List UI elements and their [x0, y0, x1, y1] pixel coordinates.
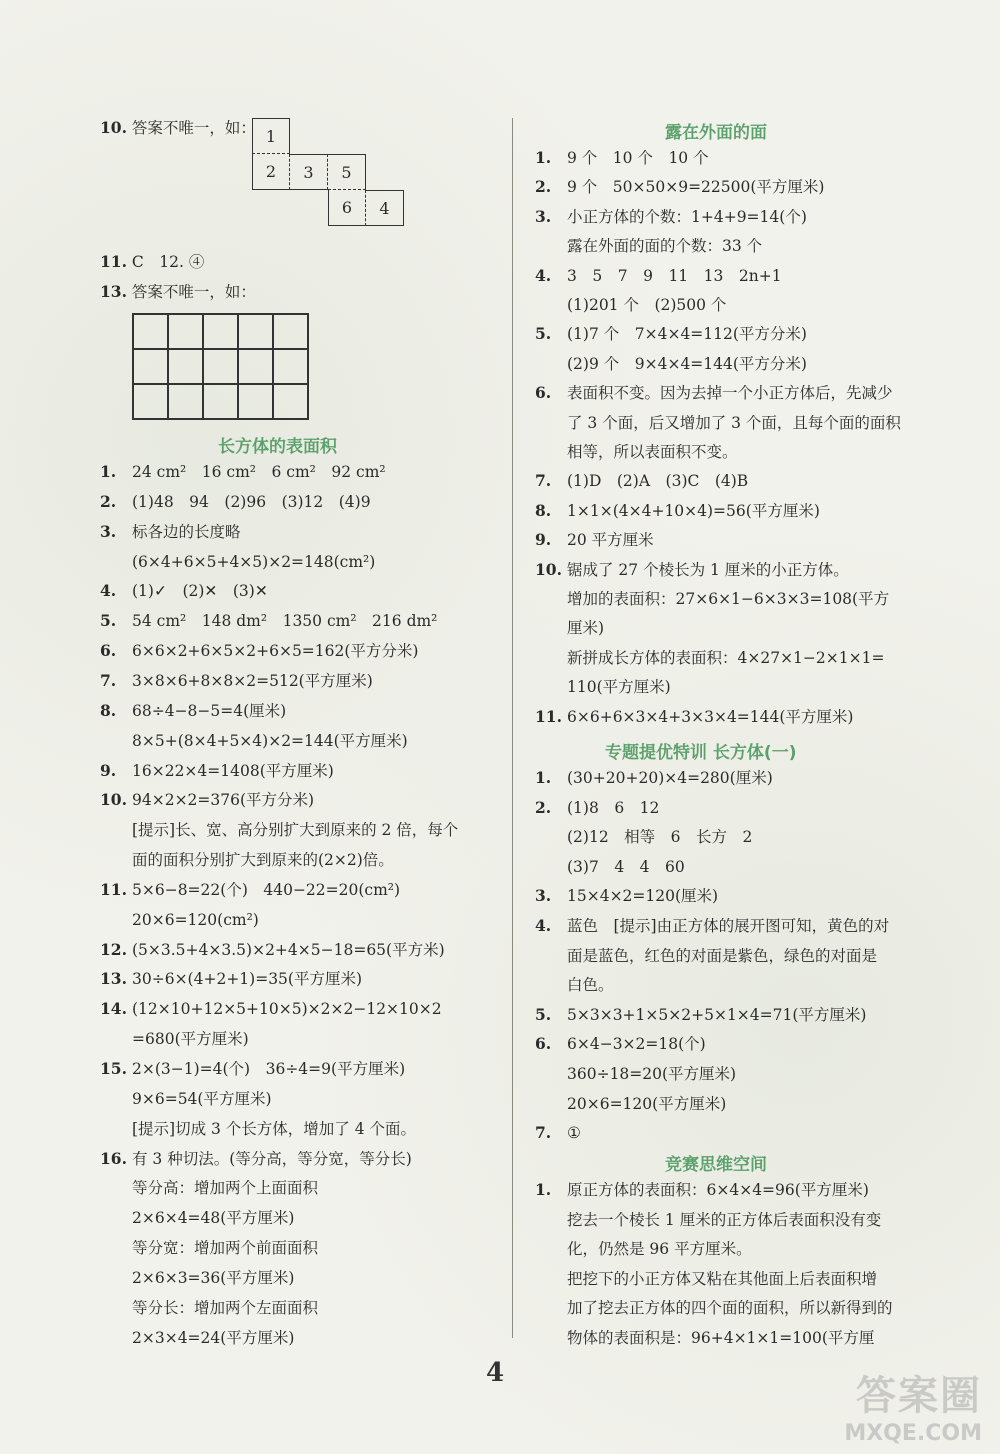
answer-text: 标各边的长度略: [132, 522, 241, 541]
answer-text: 等分宽：增加两个前面面积: [132, 1239, 319, 1258]
answer-text: 物体的表面积是：96+4×1×1=100(平方厘: [567, 1329, 875, 1347]
answer-text: 3 5 7 9 11 13 2n+1: [567, 266, 782, 285]
answer-text: 20×6=120(平方厘米): [567, 1094, 727, 1113]
answer-text: 白色。: [567, 976, 614, 995]
question-number: 7.: [535, 471, 552, 491]
answer-row: [535, 177, 824, 197]
answer-text: (1)8 6 12: [567, 798, 660, 817]
answer-text: 了 3 个面，后又增加了 3 个面，且每个面的面积: [567, 413, 901, 432]
net-cell: 1: [252, 118, 290, 154]
question-number: 9.: [100, 760, 117, 780]
answer-row: [535, 1210, 881, 1230]
answer-text: 6×6×2+6×5×2+6×5=162(平方分米): [132, 642, 419, 661]
question-number: 2.: [535, 797, 552, 817]
question-number: 8.: [535, 500, 552, 520]
answer-row: [535, 324, 807, 344]
question-number: 3.: [535, 886, 552, 906]
answer-text: (2)9 个 9×4×4=144(平方分米): [567, 354, 807, 373]
answer-row: [535, 768, 773, 788]
question-number: 4.: [535, 265, 552, 285]
watermark-text: 答案圈: [856, 1373, 982, 1419]
question-number: 6.: [535, 1034, 552, 1054]
answer-row: [535, 442, 738, 462]
net-cell: 5: [328, 154, 366, 190]
answer-row: [535, 471, 748, 491]
answer-text: (2)12 相等 6 长方 2: [567, 828, 753, 847]
answer-row: [535, 946, 877, 966]
answer-text: 2×6×3=36(平方厘米): [132, 1268, 295, 1287]
answer-text: 5×3×3+1×5×2+5×1×4=71(平方厘米): [567, 1005, 867, 1024]
watermark-url: MXQE.COM: [844, 1421, 982, 1446]
answer-row: [535, 798, 659, 818]
answer-row: [100, 1268, 294, 1288]
answer-text: (12×10+12×5+10×5)×2×2−12×10×2: [132, 1000, 442, 1019]
answer-row: [535, 1005, 866, 1025]
answer-row: [535, 827, 752, 847]
section-heading: 专题提优特训 长方体(一): [605, 743, 797, 763]
answer-text: 增加的表面积：27×6×1−6×3×3=108(平方: [567, 590, 890, 608]
answer-text: 110(平方厘米): [567, 678, 671, 697]
answer-row: [100, 1178, 318, 1198]
question-number: 3.: [535, 206, 552, 226]
answer-row: [535, 1269, 877, 1289]
answer-row: [100, 552, 375, 572]
answer-row: [100, 462, 386, 482]
answer-row: [535, 1298, 893, 1318]
answer-row: [535, 916, 889, 936]
question-number: 1.: [535, 1180, 552, 1199]
answer-row: [535, 886, 718, 906]
question-number: 11.: [100, 252, 127, 271]
answer-text: 9×6=54(平方厘米): [132, 1089, 272, 1108]
answer-row: [535, 295, 726, 315]
answer-text: 20×6=120(cm²): [132, 910, 259, 929]
answer-row: [100, 1149, 412, 1169]
answer-text: =680(平方厘米): [132, 1030, 249, 1049]
question-number: 2.: [100, 491, 117, 511]
question-number: 5.: [535, 1004, 552, 1024]
question-number: 13.: [100, 969, 127, 989]
grid-figure: [132, 313, 309, 420]
answer-row: [535, 975, 614, 995]
answer-text: [提示]切成 3 个长方体，增加了 4 个面。: [132, 1119, 417, 1138]
answer-text: 锯成了 27 个棱长为 1 厘米的小正方体。: [567, 560, 849, 579]
answer-text: 360÷18=20(平方厘米): [567, 1065, 737, 1083]
answer-text: 答案不唯一，如：: [131, 119, 256, 137]
answer-text: 9 个 50×50×9=22500(平方厘米): [567, 178, 825, 197]
answer-row: [100, 761, 334, 781]
answer-row: [535, 1123, 581, 1143]
answer-text: (1)201 个 (2)500 个: [567, 296, 727, 314]
answer-text: 6×4−3×2=18(个): [567, 1035, 706, 1054]
answer-text: ①: [567, 1124, 581, 1143]
column-divider: [512, 118, 513, 1338]
watermark-logo: [752, 1364, 982, 1448]
answer-row: [535, 383, 893, 403]
question-number: 8.: [100, 700, 117, 720]
answer-text: 等分长：增加两个左面面积: [132, 1298, 319, 1317]
answer-text: 化，仍然是 96 平方厘米。: [567, 1240, 752, 1259]
question-number: 3.: [100, 521, 117, 541]
answer-row: [100, 581, 268, 601]
answer-row: [535, 648, 884, 668]
answer-text: [提示]长、宽、高分别扩大到原来的 2 倍，每个: [132, 821, 459, 840]
answer-row: [100, 1328, 294, 1348]
question-number: 2.: [535, 177, 552, 197]
answer-row: [100, 701, 286, 721]
answer-row: [100, 1059, 405, 1079]
answer-11-12-row: [100, 252, 204, 272]
answer-text: 加了挖去正方体的四个面的面积，所以新得到的: [567, 1299, 893, 1318]
answer-text: 68÷4−8−5=4(厘米): [132, 701, 287, 720]
question-number: 9.: [535, 530, 552, 550]
answer-text: C 12. ④: [131, 253, 205, 271]
answer-row: [100, 820, 458, 840]
answer-text: 8×5+(8×4+5×4)×2=144(平方厘米): [132, 731, 408, 750]
answer-row: [100, 969, 362, 989]
question-number: 13.: [100, 282, 127, 301]
answer-text: 等分高：增加两个上面面积: [132, 1179, 319, 1198]
answer-row: [100, 1029, 249, 1049]
answer-text: 厘米): [567, 619, 605, 638]
answer-text: (5×3.5+4×3.5)×2+4×5−18=65(平方米): [132, 940, 445, 959]
answer-row: [100, 522, 241, 542]
answer-10-row: [100, 118, 256, 138]
answer-text: 原正方体的表面积：6×4×4=96(平方厘米): [567, 1181, 869, 1199]
answer-row: [535, 1328, 874, 1348]
answer-row: [100, 880, 400, 900]
answer-text: 2×3×4=24(平方厘米): [132, 1328, 295, 1347]
answer-row: [535, 707, 853, 727]
answer-text: 答案不唯一，如：: [131, 283, 256, 301]
answer-row: [535, 207, 807, 227]
section-heading: 竞赛思维空间: [665, 1155, 767, 1175]
answer-text: (1)✓ (2)✕ (3)✕: [132, 582, 268, 601]
answer-row: [100, 999, 442, 1019]
answer-text: 挖去一个棱长 1 厘米的正方体后表面积没有变: [567, 1210, 882, 1229]
answer-row: [535, 1034, 706, 1054]
net-cell: 3: [290, 154, 328, 190]
net-cell: 4: [366, 190, 404, 226]
answer-text: 把挖下的小正方体又粘在其他面上后表面积增: [567, 1269, 878, 1288]
answer-row: [535, 1180, 869, 1200]
answer-text: 6×6+6×3×4+3×3×4=144(平方厘米): [567, 707, 854, 726]
answer-text: 相等，所以表面积不变。: [567, 443, 738, 461]
answer-row: [535, 413, 901, 433]
answer-text: 新拼成长方体的表面积：4×27×1−2×1×1=: [567, 648, 885, 667]
answer-row: [535, 1064, 736, 1084]
answer-text: 3×8×6+8×8×2=512(平方厘米): [132, 671, 373, 690]
question-number: 7.: [535, 1123, 552, 1143]
answer-text: 面的面积分别扩大到原来的(2×2)倍。: [132, 851, 394, 870]
answer-text: 表面积不变。因为去掉一个小正方体后，先减少: [567, 384, 893, 403]
question-number: 6.: [100, 641, 117, 661]
answer-row: [535, 1094, 726, 1114]
question-number: 12.: [100, 939, 127, 959]
answer-row: [535, 618, 604, 638]
question-number: 4.: [535, 916, 552, 935]
answer-text: (6×4+6×5+4×5)×2=148(cm²): [132, 552, 376, 571]
answer-row: [535, 677, 671, 697]
question-number: 11.: [535, 706, 562, 726]
answer-row: [100, 1298, 318, 1318]
answer-row: [100, 1119, 416, 1139]
question-number: 14.: [100, 999, 127, 1019]
answer-text: (3)7 4 4 60: [567, 857, 685, 876]
answer-row: [535, 1239, 752, 1259]
question-number: 11.: [100, 879, 127, 899]
answer-text: 2×6×4=48(平方厘米): [132, 1209, 295, 1228]
answer-text: 20 平方厘米: [567, 531, 654, 550]
question-number: 1.: [535, 768, 552, 787]
section-heading: 长方体的表面积: [218, 437, 337, 457]
answer-row: [535, 857, 685, 877]
answer-text: 54 cm² 148 dm² 1350 cm² 216 dm²: [132, 612, 438, 631]
question-number: 5.: [535, 324, 552, 344]
answer-text: 9 个 10 个 10 个: [567, 149, 709, 167]
answer-row: [100, 790, 314, 810]
answer-text: 蓝色 [提示]由正方体的展开图可知，黄色的对: [567, 917, 890, 935]
net-cell: 2: [252, 154, 290, 190]
question-number: 16.: [100, 1148, 127, 1168]
answer-row: [535, 589, 889, 609]
answer-row: [100, 1238, 318, 1258]
answer-row: [100, 611, 437, 631]
answer-text: (30+20+20)×4=280(厘米): [567, 769, 773, 787]
answer-13-row: [100, 282, 256, 302]
answer-text: 24 cm² 16 cm² 6 cm² 92 cm²: [132, 463, 386, 481]
question-number: 5.: [100, 611, 117, 631]
question-number: 4.: [100, 581, 117, 601]
answer-row: [100, 1089, 272, 1109]
answer-text: 2×(3−1)=4(个) 36÷4=9(平方厘米): [132, 1060, 406, 1078]
question-number: 15.: [100, 1059, 127, 1078]
answer-text: 94×2×2=376(平方分米): [132, 791, 315, 810]
answer-text: (1)7 个 7×4×4=112(平方分米): [567, 325, 807, 344]
section-heading: 露在外面的面: [665, 123, 767, 143]
answer-row: [535, 530, 654, 550]
page-number: 4: [486, 1358, 505, 1388]
answer-text: 小正方体的个数：1+4+9=14(个): [567, 207, 807, 226]
answer-row: [100, 641, 418, 661]
answer-text: 16×22×4=1408(平方厘米): [132, 761, 334, 780]
answer-row: [100, 671, 373, 691]
answer-text: 面是蓝色，红色的对面是紫色，绿色的对面是: [567, 946, 878, 965]
question-number: 1.: [535, 148, 552, 167]
answer-row: [535, 236, 762, 256]
answer-row: [100, 910, 259, 930]
answer-text: 露在外面的面的个数：33 个: [567, 237, 763, 256]
answer-row: [535, 148, 709, 168]
answer-row: [535, 354, 807, 374]
answer-text: 30÷6×(4+2+1)=35(平方厘米): [132, 970, 363, 989]
answer-row: [100, 940, 445, 960]
answer-row: [100, 1208, 294, 1228]
answer-text: 5×6−8=22(个) 440−22=20(cm²): [132, 880, 401, 899]
question-number: 6.: [535, 383, 552, 403]
answer-row: [100, 731, 408, 751]
net-cell: 6: [328, 190, 366, 226]
question-number: 10.: [100, 790, 127, 810]
answer-text: 1×1×(4×4+10×4)=56(平方厘米): [567, 501, 820, 520]
answer-row: [100, 492, 371, 512]
answer-row: [535, 266, 782, 286]
answer-row: [535, 501, 820, 521]
answer-text: 有 3 种切法。(等分高，等分宽，等分长): [132, 1149, 412, 1168]
question-number: 10.: [535, 559, 562, 579]
answer-text: (1)48 94 (2)96 (3)12 (4)9: [132, 492, 371, 511]
answer-text: (1)D (2)A (3)C (4)B: [567, 472, 749, 491]
answer-row: [535, 560, 849, 580]
question-number: 1.: [100, 462, 117, 481]
answer-text: 15×4×2=120(厘米): [567, 887, 719, 906]
question-number: 7.: [100, 670, 117, 690]
question-number: 10.: [100, 118, 127, 137]
answer-row: [100, 850, 394, 870]
